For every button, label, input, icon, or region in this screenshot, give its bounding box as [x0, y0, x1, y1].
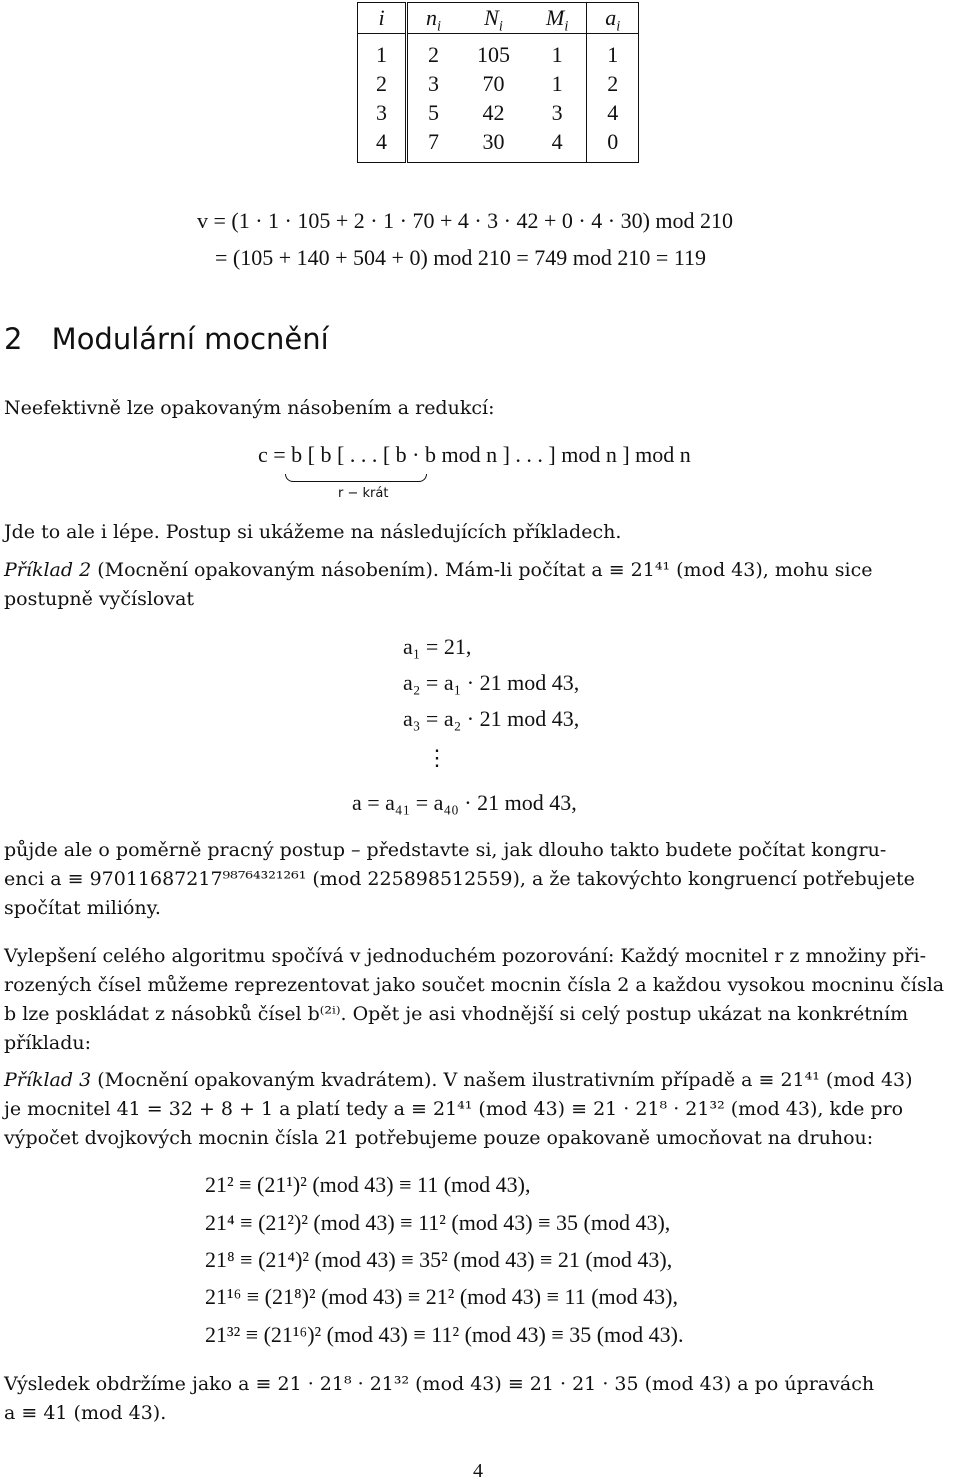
section-title: Modulární mocnění	[51, 322, 329, 356]
example-3-line1	[4, 1066, 913, 1095]
equation-a2: a₂ = a₁ · 21 mod 43,	[403, 670, 580, 695]
cell: 1	[607, 41, 619, 67]
col-header-N: $N_i$	[459, 3, 528, 34]
cell: 1	[528, 34, 587, 70]
equation-square-3: 21⁸ ≡ (21⁴)² (mod 43) ≡ 35² (mod 43) ≡ 21 (mod 43),	[205, 1247, 673, 1272]
vertical-dots: ⋮	[426, 745, 448, 770]
cell: 3	[427, 70, 439, 96]
example-2-label: Příklad 2	[4, 559, 92, 581]
cell: 5	[427, 99, 439, 125]
cell: 3	[358, 98, 407, 127]
result-line1: Výsledek obdržíme jako a ≡ 21 · 21⁸ · 21³² (mod 43) ≡ 21 · 21 · 35 (mod 43) a po úpravách	[4, 1373, 875, 1395]
example-3-line2: je mocnitel 41 = 32 + 8 + 1 a platí tedy a ≡ 21⁴¹ (mod 43) ≡ 21 · 21⁸ · 21³² (mod 43), kde pro	[4, 1098, 904, 1120]
equation-v-line1: v = (1 · 1 · 105 + 2 · 1 · 70 + 4 · 3 · 42 + 0 · 4 · 30) mod 210	[197, 208, 734, 233]
paragraph-3-line3: b lze poskládat z násobků čísel b⁽²ⁱ⁾. Opět je asi vhodnější si celý postup ukázat na konkrétním	[4, 1003, 909, 1025]
table-row	[358, 127, 639, 163]
cell: 30	[482, 128, 505, 154]
cell: 1	[358, 34, 407, 70]
equation-a41: a = a₄₁ = a₄₀ · 21 mod 43,	[352, 790, 577, 815]
cell: 2	[607, 70, 619, 96]
values-table	[357, 2, 639, 163]
example-2-line1	[4, 556, 873, 585]
cell: 42	[482, 99, 505, 125]
cell: 2	[358, 69, 407, 98]
equation-square-5: 21³² ≡ (21¹⁶)² (mod 43) ≡ 11² (mod 43) ≡ 35 (mod 43).	[205, 1322, 684, 1347]
section-number: 2	[4, 322, 23, 356]
paragraph-3-line1: Vylepšení celého algoritmu spočívá v jednoduchém pozorování: Každý mocnitel r z množiny při-	[4, 945, 926, 967]
table-row	[358, 98, 639, 127]
cell: 4	[528, 127, 587, 163]
equation-c: c = b [ b [ . . . [ b · b mod n ] . . . ] mod n ] mod n	[258, 442, 691, 467]
paragraph-2-line3: spočítat milióny.	[4, 897, 161, 919]
paragraph-2-line2: enci a ≡ 97011687217⁹⁸⁷⁶⁴³²¹²⁶¹ (mod 225898512559), a že takovýchto kongruencí potřebujete	[4, 868, 915, 890]
equation-a1: a₁ = 21,	[403, 634, 472, 659]
example-3-line3: výpočet dvojkových mocnin čísla 21 potřebujeme pouze opakovaně umocňovat na druhou:	[4, 1127, 874, 1149]
example-3-label: Příklad 3	[4, 1069, 92, 1091]
equation-a3: a₃ = a₂ · 21 mod 43,	[403, 706, 580, 731]
underbrace-label: r − krát	[338, 486, 389, 501]
table-row	[358, 69, 639, 98]
cell: 3	[528, 98, 587, 127]
example-3-text: (Mocnění opakovaným kvadrátem). V našem ilustrativním případě a ≡ 21⁴¹ (mod 43)	[97, 1069, 913, 1091]
col-header-a: $a_i$	[587, 3, 639, 34]
page-number: 4	[473, 1460, 483, 1482]
equation-square-1: 21² ≡ (21¹)² (mod 43) ≡ 11 (mod 43),	[205, 1172, 531, 1197]
col-header-M: $M_i$	[528, 3, 587, 34]
cell: 105	[476, 41, 510, 67]
paragraph-3-line2: rozených čísel můžeme reprezentovat jako součet mocnin čísla 2 a každou vysokou mocninu čísla	[4, 974, 945, 996]
equation-v-line2: = (105 + 140 + 504 + 0) mod 210 = 749 mod 210 = 119	[215, 245, 707, 270]
col-header-n: $n_i$	[407, 3, 459, 34]
cell: 70	[482, 70, 505, 96]
example-2-line2: postupně vyčíslovat	[4, 588, 195, 610]
cell: 4	[607, 99, 619, 125]
example-2-title: (Mocnění opakovaným násobením).	[97, 559, 439, 581]
table-row	[358, 34, 639, 70]
col-header-i: i	[358, 3, 407, 34]
intro-text: Neefektivně lze opakovaným násobením a redukcí:	[4, 397, 495, 419]
example-2-text: Mám-li počítat a ≡ 21⁴¹ (mod 43), mohu sice	[444, 559, 873, 581]
result-line2: a ≡ 41 (mod 43).	[4, 1402, 167, 1424]
cell: 0	[607, 128, 619, 154]
equation-square-4: 21¹⁶ ≡ (21⁸)² (mod 43) ≡ 21² (mod 43) ≡ 11 (mod 43),	[205, 1284, 678, 1309]
underbrace	[285, 474, 427, 482]
cell: 2	[427, 41, 439, 67]
equation-square-2: 21⁴ ≡ (21²)² (mod 43) ≡ 11² (mod 43) ≡ 35 (mod 43),	[205, 1210, 671, 1235]
cell: 1	[528, 69, 587, 98]
cell: 7	[427, 128, 439, 154]
paragraph-1: Jde to ale i lépe. Postup si ukážeme na následujících příkladech.	[4, 521, 622, 543]
paragraph-3-line4: příkladu:	[4, 1032, 92, 1054]
cell: 4	[358, 127, 407, 163]
section-heading	[4, 322, 329, 356]
paragraph-2-line1: půjde ale o poměrně pracný postup – představte si, jak dlouho takto budete počítat kongru-	[4, 839, 887, 861]
